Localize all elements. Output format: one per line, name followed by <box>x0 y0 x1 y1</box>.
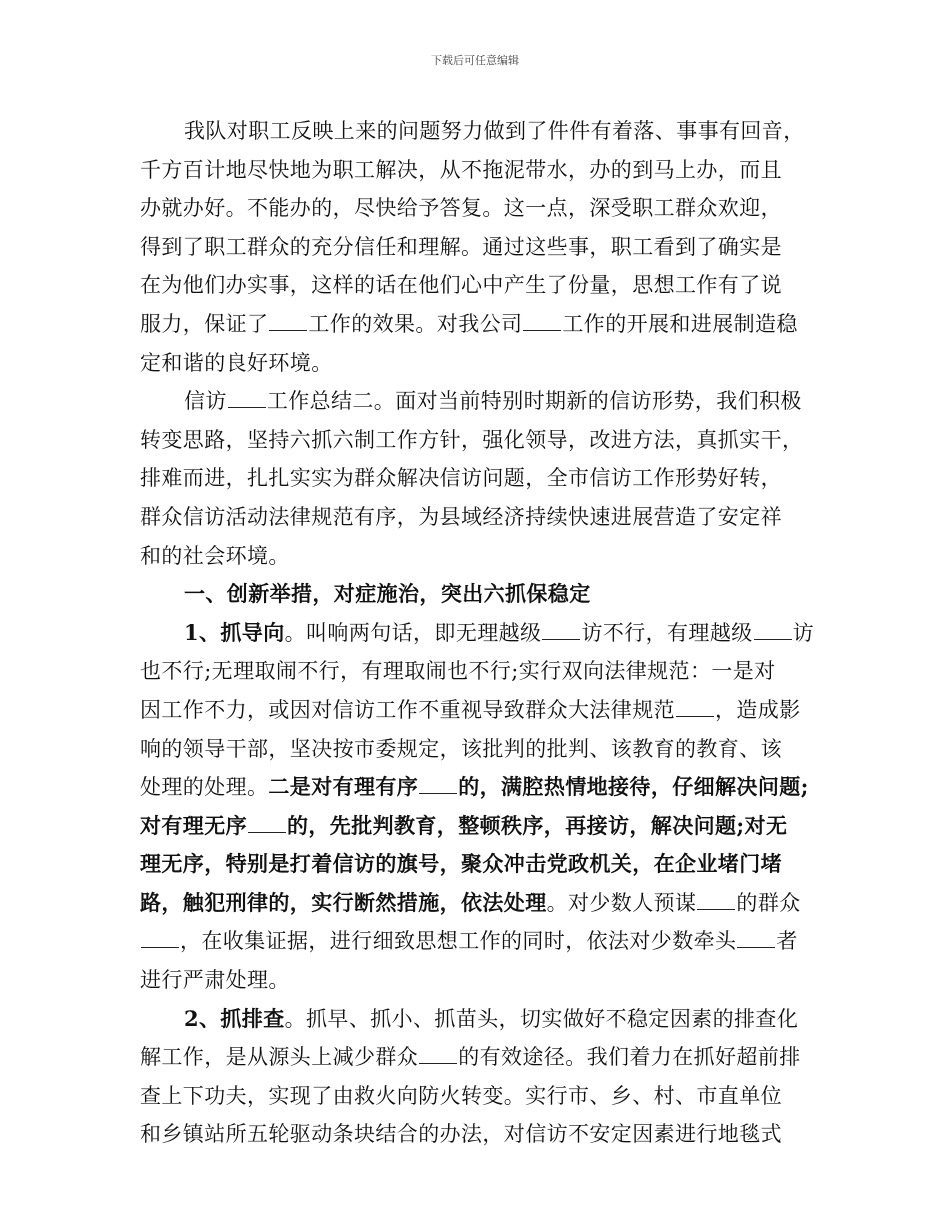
body-text: 排难而进，扎扎实实为群众解决信访问题，全市信访工作形势好转， <box>140 466 782 491</box>
fill-blank <box>141 925 179 948</box>
text-line <box>140 1038 822 1077</box>
text-line <box>140 459 822 498</box>
body-text: 处理的处理。 <box>140 775 269 800</box>
text-line <box>140 961 822 1000</box>
fill-blank <box>676 694 714 717</box>
text-line <box>140 382 822 421</box>
body-text: 响的领导干部，坚决按市委规定，该批判的批判、该教育的教育、该 <box>140 736 782 761</box>
body-text: 工作的效果。对我公司 <box>308 311 523 336</box>
body-text: 我队对职工反映上来的问题努力做到了件件有着落、事事有回音， <box>184 119 805 143</box>
body-text: 解工作，是从源头上减少群众 <box>140 1045 419 1070</box>
body-text: 。叫响两句话，即无理越级 <box>284 620 542 645</box>
body-text: 信访 <box>184 389 227 414</box>
text-line <box>140 575 822 614</box>
bold-text: 2、抓排查 <box>184 1005 285 1031</box>
text-line <box>140 652 822 691</box>
text-line <box>140 537 822 576</box>
body-text: 工作总结二。面对当前特别时期新的信访形势，我们积极 <box>266 389 802 414</box>
body-text: 。对少数人预谋 <box>546 890 697 915</box>
bold-text: 的，先批判教育，整顿秩序，再接访，解决问题;对无 <box>287 812 788 838</box>
body-text: ，在收集证据，进行细致思想工作的同时，依法对少数牵头 <box>180 929 737 954</box>
text-line <box>140 922 822 961</box>
fill-blank <box>754 617 792 640</box>
body-text: 千方百计地尽快地为职工解决，从不拖泥带水，办的到马上办，而且 <box>140 157 782 182</box>
text-line <box>140 421 822 460</box>
fill-blank <box>419 1041 457 1064</box>
bold-text: 的，满腔热情地接待，仔细解决问题; <box>458 774 809 800</box>
body-text: 访不行，有理越级 <box>581 620 753 645</box>
text-line <box>140 730 822 769</box>
bold-text: 一、创新举措，对症施治，突出六抓保稳定 <box>184 581 591 607</box>
body-text: 办就办好。不能办的，尽快给予答复。这一点，深受职工群众欢迎， <box>140 196 782 221</box>
body-text: ，造成影 <box>715 697 801 722</box>
page-header: 下载后可任意编辑 <box>431 54 519 67</box>
text-line <box>140 305 822 344</box>
text-line <box>140 1115 822 1154</box>
fill-blank <box>248 810 286 833</box>
body-text: 得到了职工群众的充分信任和理解。通过这些事，职工看到了确实是 <box>140 234 782 259</box>
body-text: 因工作不力，或因对信访工作不重视导致群众大法律规范 <box>140 697 675 722</box>
text-line <box>140 1000 822 1039</box>
text-line <box>140 344 822 383</box>
bold-text: 路，触犯刑律的，实行断然措施，依法处理 <box>140 889 547 915</box>
body-text: 也不行;无理取闹不行，有理取闹也不行;实行双向法律规范：一是对 <box>140 659 776 684</box>
body-text: 工作的开展和进展制造稳 <box>562 311 798 336</box>
fill-blank <box>269 308 307 331</box>
text-line <box>140 807 822 846</box>
fill-blank <box>523 308 561 331</box>
body-text: 访 <box>792 620 815 645</box>
fill-blank <box>228 385 266 408</box>
body-text: 定和谐的良好环境。 <box>140 350 333 375</box>
text-line <box>140 266 822 305</box>
body-text: 和乡镇站所五轮驱动条块结合的办法，对信访不安定因素进行地毯式 <box>140 1122 782 1147</box>
text-line <box>140 884 822 923</box>
body-text: 者 <box>776 929 798 954</box>
fill-blank <box>542 617 580 640</box>
bold-text: 对有理无序 <box>140 812 247 838</box>
text-line <box>140 691 822 730</box>
text-line <box>140 1077 822 1116</box>
text-line <box>140 768 822 807</box>
document-body <box>140 112 822 1154</box>
fill-blank <box>737 925 775 948</box>
body-text: 的有效途径。我们着力在抓好超前排 <box>458 1045 801 1070</box>
body-text: 进行严肃处理。 <box>140 968 290 993</box>
text-line <box>140 228 822 267</box>
body-text: 的群众 <box>736 890 801 915</box>
bold-text: 1、抓导向 <box>184 619 285 645</box>
body-text: 服力，保证了 <box>140 311 269 336</box>
body-text: 和的社会环境。 <box>140 543 290 568</box>
text-line <box>140 189 822 228</box>
text-line <box>140 845 822 884</box>
fill-blank <box>419 771 457 794</box>
text-line <box>140 112 822 151</box>
bold-text: 理无序，特别是打着信访的旗号，聚众冲击党政机关，在企业堵门堵 <box>140 851 782 877</box>
body-text: 转变思路，坚持六抓六制工作方针，强化领导，改进方法，真抓实干， <box>140 427 804 452</box>
text-line <box>140 614 822 653</box>
body-text: 。抓早、抓小、抓苗头，切实做好不稳定因素的排查化 <box>284 1006 799 1031</box>
fill-blank <box>697 887 735 910</box>
body-text: 群众信访活动法律规范有序，为县域经济持续快速进展营造了安定祥 <box>140 504 782 529</box>
text-line <box>140 151 822 190</box>
bold-text: 二是对有理有序 <box>268 774 419 800</box>
body-text: 在为他们办实事，这样的话在他们心中产生了份量，思想工作有了说 <box>140 273 782 298</box>
text-line <box>140 498 822 537</box>
body-text: 查上下功夫，实现了由救火向防火转变。实行市、乡、村、市直单位 <box>140 1083 782 1108</box>
